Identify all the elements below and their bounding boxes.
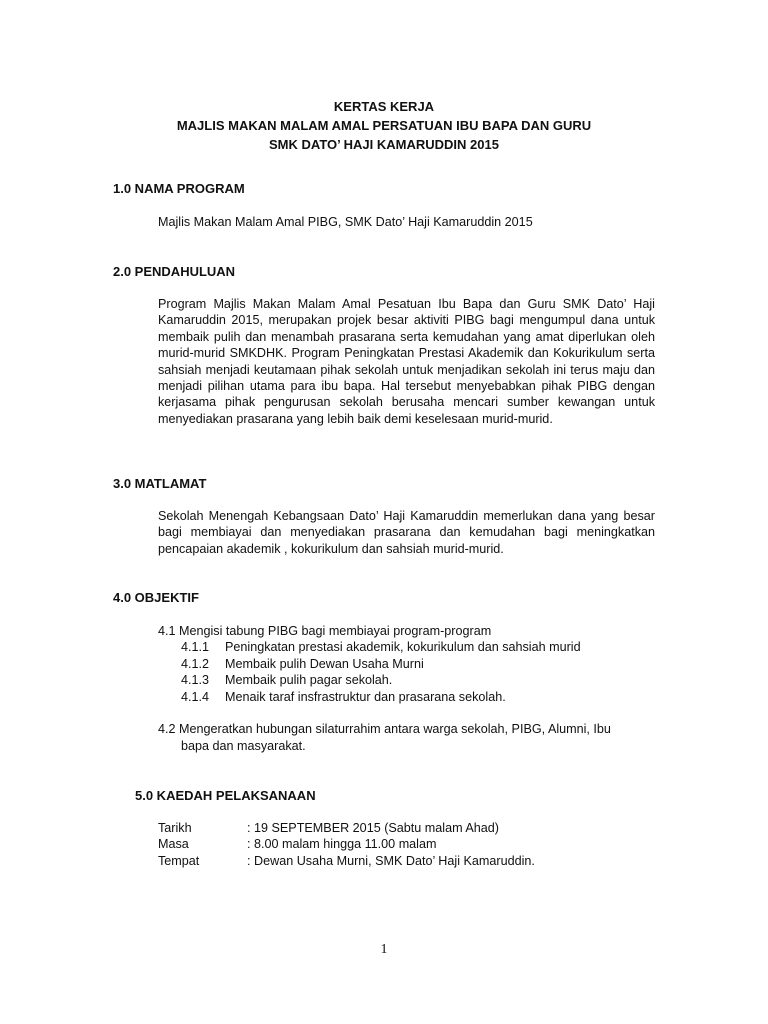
detail-value: : Dewan Usaha Murni, SMK Dato’ Haji Kamaruddin. — [247, 854, 535, 868]
detail-value: : 8.00 malam hingga 11.00 malam — [247, 837, 437, 851]
section-2-body: Program Majlis Makan Malam Amal Pesatuan Ibu Bapa dan Guru SMK Dato’ Haji Kamaruddin 2015, merupakan projek besar aktiviti PIBG bagi mengumpul dana untuk membaik pulih dan menambah prasarana serta kemudahan yang amat diperlukan oleh murid-murid SMKDHK. Program Peningkatan Prestasi Akademik dan Kokurikulum serta sahsiah menjadi keutamaan pihak sekolah untuk menjadikan sekolah ini terus maju dan menjadi pilihan utama para ibu bapa. Hal tersebut menyebabkan pihak PIBG dengan kerjasama pihak pengurusan sekolah berusaha mencari sumber kewangan untuk menyediakan prasarana yang lebih baik demi keselesaan murid-murid. — [158, 297, 655, 426]
detail-row-date — [158, 820, 499, 836]
section-1-heading: 1.0 NAMA PROGRAM — [113, 181, 245, 196]
title-line-3: SMK DATO’ HAJI KAMARUDDIN 2015 — [269, 137, 499, 152]
detail-label: Masa — [158, 837, 189, 851]
section-1-body: Majlis Makan Malam Amal PIBG, SMK Dato’ Haji Kamaruddin 2015 — [158, 215, 533, 229]
objective-4-1-4 — [181, 689, 506, 705]
title-line-2: MAJLIS MAKAN MALAM AMAL PERSATUAN IBU BAPA DAN GURU — [176, 118, 592, 133]
section-5-heading: 5.0 KAEDAH PELAKSANAAN — [135, 788, 316, 803]
detail-label: Tarikh — [158, 821, 192, 835]
title-line-1: KERTAS KERJA — [333, 99, 435, 114]
detail-label: Tempat — [158, 854, 200, 868]
objective-4-2-line-1: 4.2 Mengeratkan hubungan silaturrahim antara warga sekolah, PIBG, Alumni, Ibu — [158, 722, 611, 736]
section-3-body: Sekolah Menengah Kebangsaan Dato’ Haji Kamaruddin memerlukan dana yang besar bagi membiayai dan menyediakan prasarana dan kemudahan bagi meningkatkan pencapaian akademik , kokurikulum dan sahsiah murid-murid. — [158, 509, 655, 556]
section-4-heading: 4.0 OBJEKTIF — [113, 590, 199, 605]
objective-text: Menaik taraf insfrastruktur dan prasarana sekolah. — [225, 690, 506, 704]
detail-value: : 19 SEPTEMBER 2015 (Sabtu malam Ahad) — [247, 821, 499, 835]
objective-number: 4.1.3 — [181, 673, 210, 687]
objective-4-1: 4.1 Mengisi tabung PIBG bagi membiayai program-program — [158, 624, 492, 638]
section-3-heading: 3.0 MATLAMAT — [113, 476, 207, 491]
page-number: 1 — [380, 942, 388, 957]
detail-row-time — [158, 836, 436, 852]
objective-4-1-1 — [181, 639, 581, 655]
objective-4-2-line-2: bapa dan masyarakat. — [181, 739, 306, 753]
objective-number: 4.1.4 — [181, 690, 210, 704]
objective-number: 4.1.2 — [181, 657, 210, 671]
objective-4-1-2 — [181, 656, 424, 672]
document-title — [0, 97, 768, 154]
objective-number: 4.1.1 — [181, 640, 210, 654]
objective-4-1-3 — [181, 672, 392, 688]
detail-row-place — [158, 853, 535, 869]
objective-text: Peningkatan prestasi akademik, kokurikulum dan sahsiah murid — [225, 640, 581, 654]
objective-text: Membaik pulih pagar sekolah. — [225, 673, 393, 687]
objective-text: Membaik pulih Dewan Usaha Murni — [225, 657, 424, 671]
section-2-heading: 2.0 PENDAHULUAN — [113, 264, 236, 279]
